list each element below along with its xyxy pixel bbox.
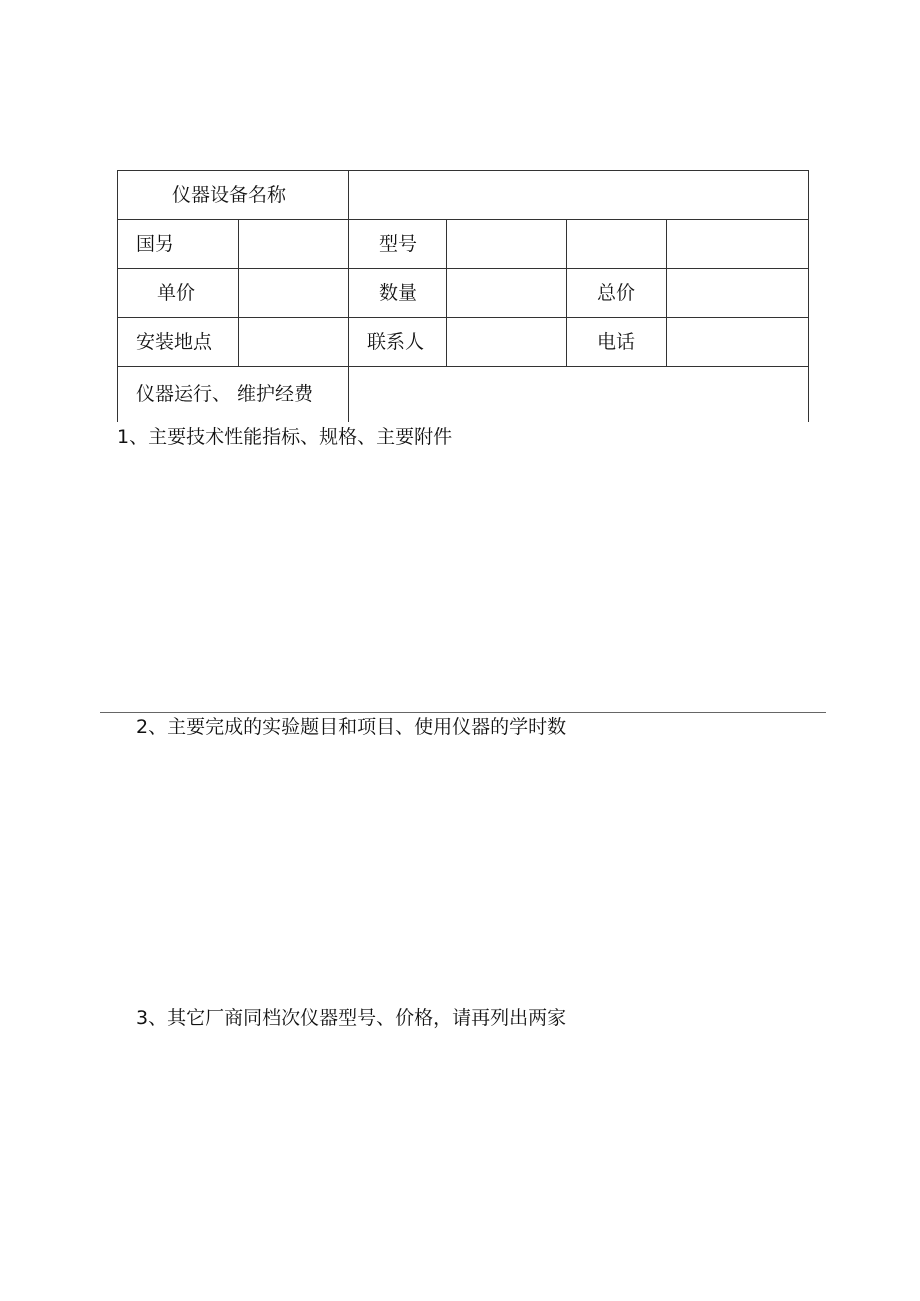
- section-divider: [100, 712, 826, 713]
- model-label: 型号: [379, 233, 418, 255]
- section-body-competitors[interactable]: [117, 1034, 809, 1274]
- total-price-label: 总价: [597, 282, 636, 304]
- equipment-name-field[interactable]: [349, 171, 808, 219]
- model-field[interactable]: [447, 220, 566, 268]
- model-extra-field[interactable]: [567, 220, 666, 268]
- contact-person-label: 联系人: [367, 331, 425, 353]
- operation-cost-field[interactable]: [349, 367, 808, 422]
- phone-field[interactable]: [667, 318, 808, 366]
- quantity-label: 数量: [379, 282, 418, 304]
- section-heading-competitors: 3、其它厂商同档次仪器型号、价格，请再列出两家: [136, 1007, 567, 1029]
- country-field[interactable]: [239, 220, 348, 268]
- phone-label: 电话: [597, 331, 636, 353]
- section-heading-specs: 1、主要技术性能指标、规格、主要附件: [117, 426, 453, 448]
- install-location-field[interactable]: [239, 318, 348, 366]
- section-body-specs[interactable]: [117, 452, 809, 702]
- equipment-name-label: 仪器设备名称: [172, 184, 287, 206]
- section-body-experiments[interactable]: [117, 742, 809, 1002]
- quantity-field[interactable]: [447, 269, 566, 317]
- equipment-info-table: [117, 170, 809, 422]
- unit-price-label: 单价: [157, 282, 196, 304]
- operation-cost-label: 仪器运行、 维护经费: [136, 383, 314, 405]
- total-price-field[interactable]: [667, 269, 808, 317]
- contact-person-field[interactable]: [447, 318, 566, 366]
- install-location-label: 安装地点: [136, 331, 213, 353]
- table-border-right: [808, 170, 809, 422]
- section-heading-experiments: 2、主要完成的实验题目和项目、使用仪器的学时数: [136, 716, 567, 738]
- table-border-left: [117, 170, 118, 422]
- model-extra-field-2[interactable]: [667, 220, 808, 268]
- unit-price-field[interactable]: [239, 269, 348, 317]
- country-label: 国另: [136, 233, 175, 255]
